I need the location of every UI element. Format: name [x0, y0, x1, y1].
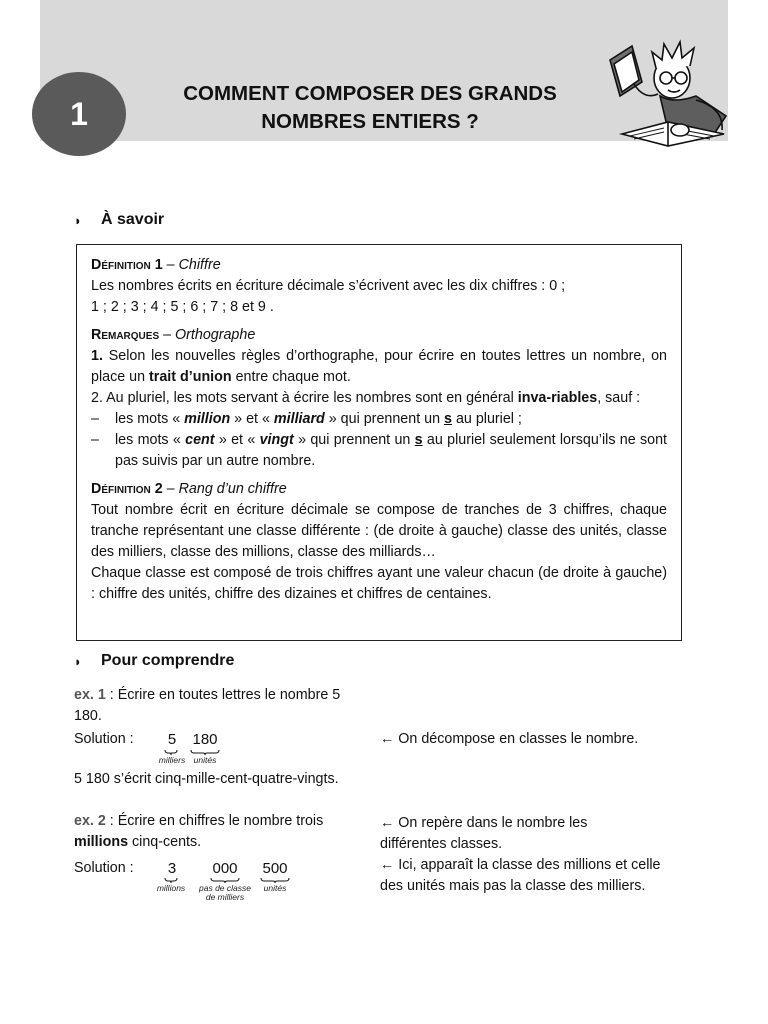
- example-2-bold: millions: [74, 834, 129, 850]
- definitions-box: [76, 244, 682, 641]
- definition-1-subject: Chiffre: [178, 257, 221, 273]
- remark-2-bold: inva-riables: [517, 390, 598, 406]
- item-text: » qui prennent un: [293, 432, 415, 448]
- remark-1-text: Selon les nouvelles règles d’orthographe, pour écrire en toutes lettres un nombre, on place un: [91, 348, 667, 385]
- item-plural-s: s: [414, 432, 423, 448]
- class-digits: 500: [262, 860, 288, 877]
- title-line-1: COMMENT COMPOSER DES GRANDS: [183, 82, 557, 105]
- definition-1-heading: [91, 255, 667, 276]
- section-heading-a-savoir: [74, 211, 164, 229]
- item-text: au pluriel ;: [451, 411, 522, 427]
- remark-1-number: 1.: [91, 348, 103, 364]
- example-2-text: : Écrire en chiffres le nombre trois: [105, 813, 324, 829]
- dash-bullet: –: [91, 411, 99, 427]
- example-2-class-units-caption: [252, 884, 298, 893]
- example-2-statement: [74, 811, 354, 853]
- item-keyword: cent: [185, 432, 215, 448]
- item-text: les mots «: [115, 411, 185, 427]
- example-1-statement: [74, 685, 364, 727]
- definition-1-text: [91, 276, 667, 318]
- list-item: [91, 409, 667, 430]
- definition-2-text-continued: Chaque classe est composé de trois chiffres ayant une valeur chacun (de droite à gauche) : chiffre des unités, chiffre des dizaines et chiffres de centaines.: [91, 565, 667, 602]
- definition-2-text: Tout nombre écrit en écriture décimale se compose de tranches de 3 chiffres, chaque tranche représentant une classe différente : (de droite à gauche) classe des unités, classe des milliers, classe des millions, classe des milliards…: [91, 502, 667, 560]
- chapter-number-badge: [32, 72, 126, 156]
- remarks-subject: Orthographe: [175, 327, 256, 343]
- definition-1-label: Définition 1: [91, 257, 163, 273]
- example-1-result: 5 180 s’écrit cinq-mille-cent-quatre-vingts.: [74, 771, 339, 787]
- example-2-text-end: cinq-cents.: [128, 834, 202, 850]
- example-1-class-units: [188, 731, 222, 749]
- class-caption: millions: [156, 883, 186, 893]
- example-2-class-thousands-caption: [190, 884, 260, 902]
- section-title: Pour comprendre: [101, 652, 235, 669]
- item-text: » qui prennent un: [324, 411, 445, 427]
- dash: –: [162, 257, 179, 273]
- example-1-class-units-caption: [184, 756, 226, 765]
- definition-1-line-2: 1 ; 2 ; 3 ; 4 ; 5 ; 6 ; 7 ; 8 et 9 .: [91, 299, 274, 315]
- class-digits: 3: [167, 860, 177, 877]
- remarks-label: Remarques: [91, 327, 160, 343]
- chapter-number: 1: [70, 95, 88, 132]
- remark-1-bold: trait d’union: [149, 369, 232, 385]
- example-2-class-units: [256, 860, 294, 878]
- example-2-label: ex. 2: [74, 813, 106, 829]
- item-keyword: milliard: [273, 411, 325, 427]
- item-plural-s: s: [444, 411, 452, 427]
- reading-student-illustration: [604, 38, 744, 158]
- definition-2-subject: Rang d’un chiffre: [178, 481, 287, 497]
- section-bullet-icon: ◗: [74, 212, 82, 228]
- remarks-heading: [91, 325, 667, 346]
- class-caption: unités: [263, 883, 287, 893]
- class-digits: 000: [212, 860, 238, 877]
- remark-2: [91, 388, 667, 409]
- definition-1-line-1: Les nombres écrits en écriture décimale s’écrivent avec les dix chiffres : 0 ;: [91, 278, 566, 294]
- example-1-class-thousands: [160, 731, 184, 749]
- remark-2-text-end: , sauf :: [597, 390, 641, 406]
- definition-2-label: Définition 2: [91, 481, 163, 497]
- dash: –: [159, 327, 176, 343]
- example-2-class-thousands: [206, 860, 244, 878]
- title-line-2: NOMBRES ENTIERS ?: [261, 110, 479, 133]
- section-bullet-icon: ◗: [74, 653, 82, 669]
- example-2-solution-label: Solution :: [74, 860, 134, 876]
- remark-1: [91, 346, 667, 388]
- page-title: [150, 80, 590, 136]
- item-text: les mots «: [115, 432, 186, 448]
- remark-1-text-end: entre chaque mot.: [231, 369, 351, 385]
- list-item: [91, 430, 667, 472]
- class-caption: milliers: [158, 755, 186, 765]
- class-caption: de milliers: [205, 892, 245, 902]
- class-caption: unités: [193, 755, 217, 765]
- dash-bullet: –: [91, 432, 99, 448]
- item-text: » et «: [230, 411, 274, 427]
- remark-2-text: 2. Au pluriel, les mots servant à écrire les nombres sont en général: [91, 390, 518, 406]
- item-text: » et «: [214, 432, 260, 448]
- example-1-label: ex. 1: [74, 687, 106, 703]
- item-keyword: million: [184, 411, 231, 427]
- definition-2-heading: [91, 479, 667, 500]
- example-1-solution-label: Solution :: [74, 731, 134, 747]
- example-2-class-millions-caption: [148, 884, 194, 893]
- item-text: au pluriel seulement lorsqu’ils ne sont pas suivis par un autre nombre.: [115, 432, 668, 469]
- section-title: À savoir: [101, 211, 165, 228]
- class-digits: 5: [167, 731, 177, 748]
- example-2-note-2: ← Ici, apparaît la classe des millions et celle des unités mais pas la classe des milliers.: [380, 857, 661, 894]
- example-2-note-1: ← On repère dans le nombre les différentes classes.: [380, 815, 588, 852]
- dash: –: [162, 481, 179, 497]
- example-1-note: ← On décompose en classes le nombre.: [380, 731, 639, 747]
- section-heading-pour-comprendre: [74, 652, 234, 670]
- class-digits: 180: [192, 731, 218, 748]
- item-keyword: vingt: [259, 432, 294, 448]
- example-1-text: : Écrire en toutes lettres le nombre 5 180.: [74, 687, 341, 724]
- example-2-class-millions: [160, 860, 184, 878]
- class-caption: pas de classe: [199, 883, 251, 893]
